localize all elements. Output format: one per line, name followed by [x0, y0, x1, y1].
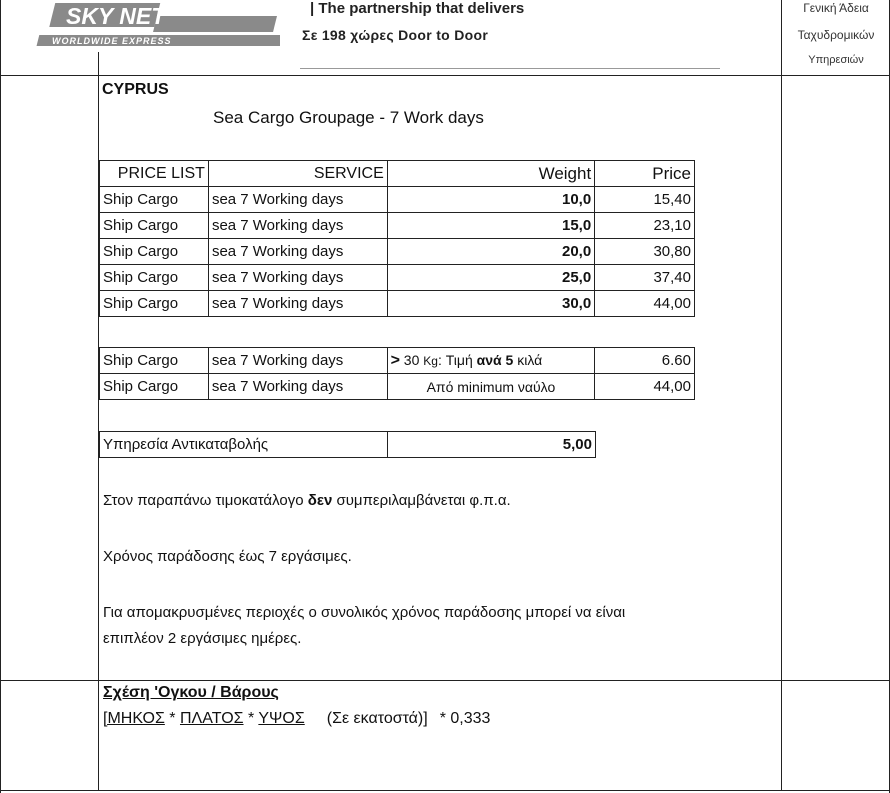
- rate-bold: ανά 5: [476, 351, 514, 368]
- cell-price: 6.60: [595, 348, 695, 374]
- delivery-note: Χρόνος παράδοσης έως 7 εργάσιμες.: [103, 548, 352, 565]
- vat-note-bold: δεν: [307, 492, 333, 509]
- frame-top-rule: [0, 75, 890, 76]
- skynet-logo: [36, 0, 280, 52]
- table-row: [100, 239, 695, 265]
- formula-length: ΜΗΚΟΣ: [107, 710, 165, 727]
- cell-price: 44,00: [595, 291, 695, 317]
- table-row: [100, 213, 695, 239]
- cell-service: sea 7 Working days: [208, 348, 387, 374]
- cell-service: sea 7 Working days: [208, 187, 387, 213]
- tagline: | The partnership that delivers: [310, 0, 525, 17]
- cell-price: 30,80: [595, 239, 695, 265]
- table-row: [100, 432, 596, 458]
- rate-post: κιλά: [513, 351, 543, 368]
- cell-service: sea 7 Working days: [208, 265, 387, 291]
- table-row: [100, 187, 695, 213]
- cell-weight: 20,0: [387, 239, 594, 265]
- cell-service: sea 7 Working days: [208, 213, 387, 239]
- cod-value: 5,00: [387, 432, 595, 458]
- formula-times-1: *: [164, 710, 180, 727]
- vat-note: [103, 492, 511, 509]
- license-line-1: Γενική Άδεια: [803, 1, 869, 15]
- cell-price: 37,40: [595, 265, 695, 291]
- header-price-list: PRICE LIST: [100, 161, 209, 187]
- header-faint-rule: [300, 68, 720, 69]
- frame-left: [0, 0, 1, 793]
- table-row: [100, 265, 695, 291]
- frame-mid-rule: [0, 680, 890, 681]
- cell-service: sea 7 Working days: [208, 291, 387, 317]
- frame-bottom-rule: [0, 790, 890, 791]
- country-title: CYPRUS: [102, 81, 169, 98]
- cell-price: 23,10: [595, 213, 695, 239]
- cell-weight: 25,0: [387, 265, 594, 291]
- cell-type: Ship Cargo: [100, 348, 209, 374]
- header-weight: Weight: [387, 161, 594, 187]
- formula: [103, 710, 490, 728]
- rate-weight: 30: [399, 351, 424, 368]
- rate-kg: Kg: [423, 353, 438, 368]
- formula-unit: (Σε εκατοστά)]: [326, 710, 428, 727]
- license-line-3: Υπηρεσιών: [808, 54, 864, 66]
- logo-wordmark: SKY NET: [66, 3, 166, 29]
- cell-service: sea 7 Working days: [208, 239, 387, 265]
- cell-service: sea 7 Working days: [208, 374, 387, 400]
- vat-note-pre: Στον παραπάνω τιμοκατάλογο: [103, 492, 308, 509]
- formula-factor: * 0,333: [439, 710, 491, 727]
- cell-minimum-fare: Από minimum ναύλο: [387, 374, 595, 400]
- cell-price: 15,40: [595, 187, 695, 213]
- table-row: [100, 374, 695, 400]
- cell-rate-per-5kg: [387, 348, 595, 374]
- cell-type: Ship Cargo: [100, 187, 209, 213]
- cell-weight: 10,0: [387, 187, 594, 213]
- cell-weight: 30,0: [387, 291, 594, 317]
- formula-title: Σχέση 'Ογκου / Βάρους: [103, 684, 279, 701]
- remote-note-line-2: επιπλέον 2 εργάσιμες ημέρες.: [103, 630, 302, 647]
- license-line-2: Ταχυδρομικών: [797, 28, 875, 42]
- table-row: [100, 291, 695, 317]
- cell-type: Ship Cargo: [100, 265, 209, 291]
- formula-height: ΥΨΟΣ: [258, 710, 305, 727]
- cell-price: 44,00: [595, 374, 695, 400]
- rate-mid: : Τιμή: [437, 351, 477, 368]
- extra-rates-table: [99, 347, 695, 400]
- cell-weight: 15,0: [387, 213, 594, 239]
- gt-symbol: >: [390, 351, 400, 369]
- table-row: [100, 348, 695, 374]
- cell-type: Ship Cargo: [100, 374, 209, 400]
- vat-note-post: συμπεριλαμβάνεται φ.π.α.: [332, 492, 511, 509]
- countries-text: Σε 198 χώρες Door to Door: [302, 27, 489, 43]
- table-header-row: [100, 161, 695, 187]
- cell-type: Ship Cargo: [100, 213, 209, 239]
- formula-times-2: *: [243, 710, 259, 727]
- formula-width: ΠΛΑΤΟΣ: [179, 710, 244, 727]
- cod-table: [99, 431, 596, 458]
- formula-open: [: [103, 710, 108, 727]
- header-service: SERVICE: [208, 161, 387, 187]
- cod-label: Υπηρεσία Αντικαταβολής: [100, 432, 388, 458]
- remote-note-line-1: Για απομακρυσμένες περιοχές ο συνολικός χρόνος παράδοσης μπορεί να είναι: [103, 604, 626, 621]
- service-title: Sea Cargo Groupage - 7 Work days: [213, 108, 484, 127]
- price-table: [99, 160, 695, 317]
- content-right-border: [781, 0, 782, 790]
- logo-subtext: WORLDWIDE EXPRESS: [52, 36, 172, 46]
- cell-type: Ship Cargo: [100, 291, 209, 317]
- cell-type: Ship Cargo: [100, 239, 209, 265]
- header-price: Price: [595, 161, 695, 187]
